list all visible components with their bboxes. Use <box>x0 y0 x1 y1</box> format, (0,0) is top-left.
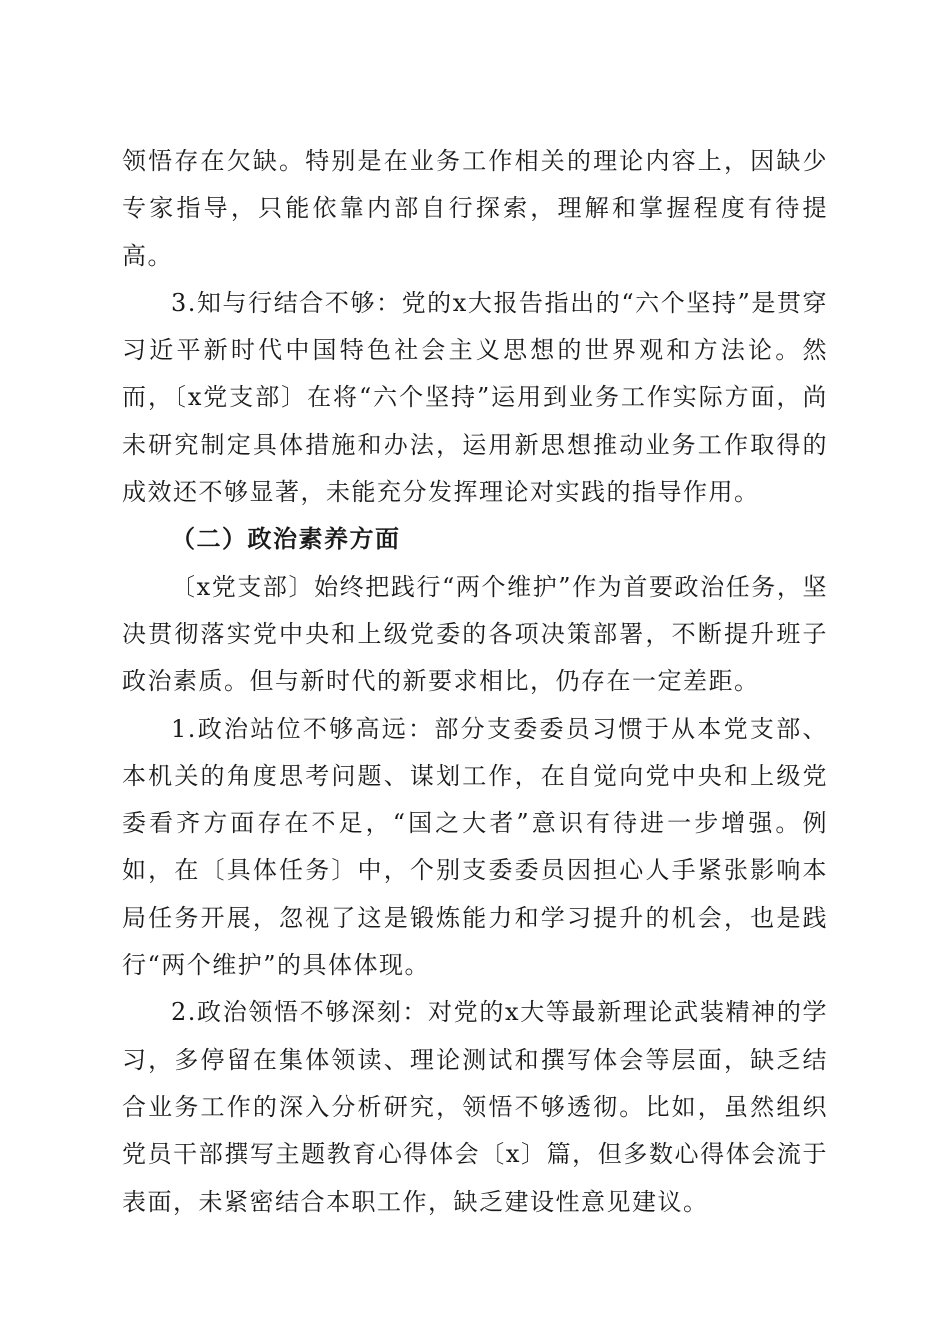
paragraph-item-3-knowledge-practice: 3.知与行结合不够：党的x大报告指出的“六个坚持”是贯穿习近平新时代中国特色社会主义思想的世界观和方法论。然而，〔x党支部〕在将“六个坚持”运用到业务工作实际方面，尚未研究制定具体措施和办法，运用新思想推动业务工作取得的成效还不够显著，未能充分发挥理论对实践的指导作用。 <box>122 288 828 507</box>
paragraph-item-1-political-stance: 1.政治站位不够高远：部分支委委员习惯于从本党支部、本机关的角度思考问题、谋划工作，在自觉向党中央和上级党委看齐方面存在不足，“国之大者”意识有待进一步增强。例如，在〔具体任务〕中，个别支委委员因担心人手紧张影响本局任务开展，忽视了这是锻炼能力和学习提升的机会，也是践行“两个维护”的具体体现。 <box>122 714 828 980</box>
paragraph-section-intro: 〔x党支部〕始终把践行“两个维护”作为首要政治任务，坚决贯彻落实党中央和上级党委的各项决策部署，不断提升班子政治素质。但与新时代的新要求相比，仍存在一定差距。 <box>122 572 828 696</box>
document-body <box>122 138 828 1226</box>
paragraph-item-2-political-understanding: 2.政治领悟不够深刻：对党的x大等最新理论武装精神的学习，多停留在集体领读、理论测试和撰写体会等层面，缺乏结合业务工作的深入分析研究，领悟不够透彻。比如，虽然组织党员干部撰写主题教育心得体会〔x〕篇，但多数心得体会流于表面，未紧密结合本职工作，缺乏建设性意见建议。 <box>122 998 828 1216</box>
section-heading-political-literacy: （二）政治素养方面 <box>171 525 401 554</box>
paragraph-continuation: 领悟存在欠缺。特别是在业务工作相关的理论内容上，因缺少专家指导，只能依靠内部自行探索，理解和掌握程度有待提高。 <box>122 147 828 270</box>
